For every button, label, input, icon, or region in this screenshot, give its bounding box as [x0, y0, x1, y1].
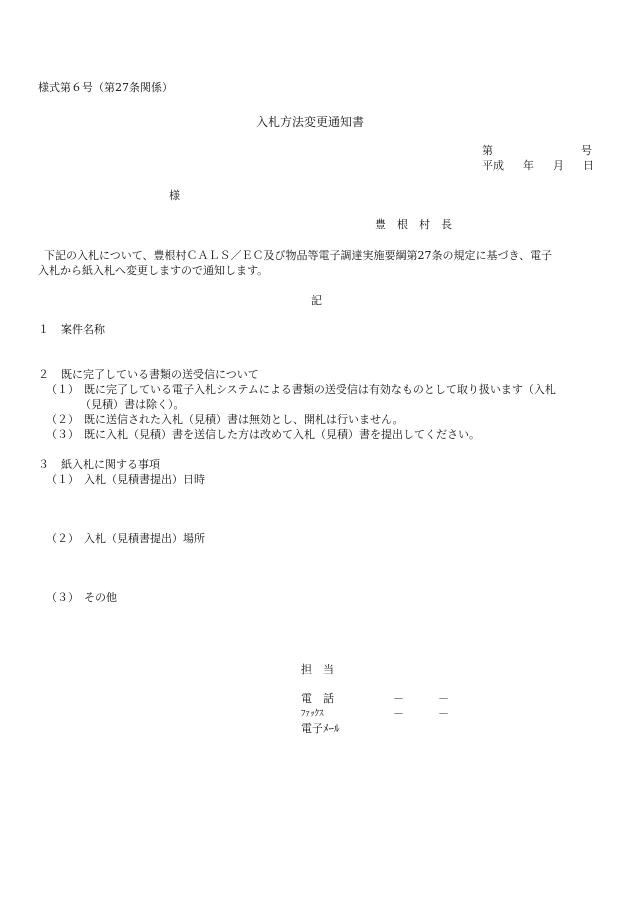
fax-dash-1: － [393, 707, 404, 720]
form-label: 様式第６号（第27条関係） [38, 81, 173, 94]
ki-heading: 記 [311, 294, 322, 307]
intro-line-1: 下記の入札について、豊根村ＣＡＬＳ／ＥＣ及び物品等電子調達実施要綱第27条の規定に基づき、電子 [44, 249, 553, 262]
addressee-suffix: 様 [169, 189, 180, 202]
contact-title: 担 当 [301, 663, 334, 676]
section2-number: ２ [38, 368, 49, 381]
section2-title: 既に完了している書類の送受信について [61, 368, 259, 381]
date-month: 月 [553, 159, 564, 172]
section3-item2-number: （２） [46, 532, 79, 545]
document-title: 入札方法変更通知書 [256, 115, 365, 129]
fax-dash-2: － [438, 707, 449, 720]
section1-title: 案件名称 [61, 323, 105, 336]
email-label: 電子ﾒｰﾙ [301, 722, 340, 735]
section3-title: 紙入札に関する事項 [61, 458, 160, 471]
phone-dash-2: － [438, 692, 449, 705]
section1-number: １ [38, 323, 49, 336]
date-year: 年 [523, 159, 534, 172]
section2-item3-line1: 既に入札（見積）書を送信した方は改めて入札（見積）書を提出してください。 [84, 428, 480, 441]
intro-line-2: 入札から紙入札へ変更しますので通知します。 [38, 264, 269, 277]
section3-number: ３ [38, 458, 49, 471]
date-era: 平成 [482, 159, 504, 172]
section2-item3-number: （３） [46, 428, 79, 441]
fax-label: ﾌｧｯｸｽ [301, 709, 324, 719]
section2-item2-line1: 既に送信された入札（見積）書は無効とし、開札は行いません。 [84, 413, 404, 426]
doc-number-prefix: 第 [482, 144, 493, 157]
section2-item1-line1: 既に完了している電子入札システムによる書類の送受信は有効なものとして取り扱います（入札 [84, 383, 556, 396]
section2-item2-number: （２） [46, 413, 79, 426]
date-day: 日 [583, 159, 594, 172]
section3-item2-label: 入札（見積書提出）場所 [84, 532, 205, 545]
section3-item3-number: （３） [46, 591, 79, 604]
section3-item3-label: その他 [84, 591, 117, 604]
section2-item1-line2: （見積）書は除く）。 [80, 398, 185, 411]
phone-dash-1: － [393, 692, 404, 705]
issuer: 豊 根 村 長 [375, 218, 452, 231]
section2-item1-number: （１） [46, 383, 79, 396]
doc-number-suffix: 号 [581, 144, 592, 157]
section3-item1-label: 入札（見積書提出）日時 [84, 473, 205, 486]
section3-item1-number: （１） [46, 473, 79, 486]
phone-label: 電 話 [301, 692, 334, 705]
